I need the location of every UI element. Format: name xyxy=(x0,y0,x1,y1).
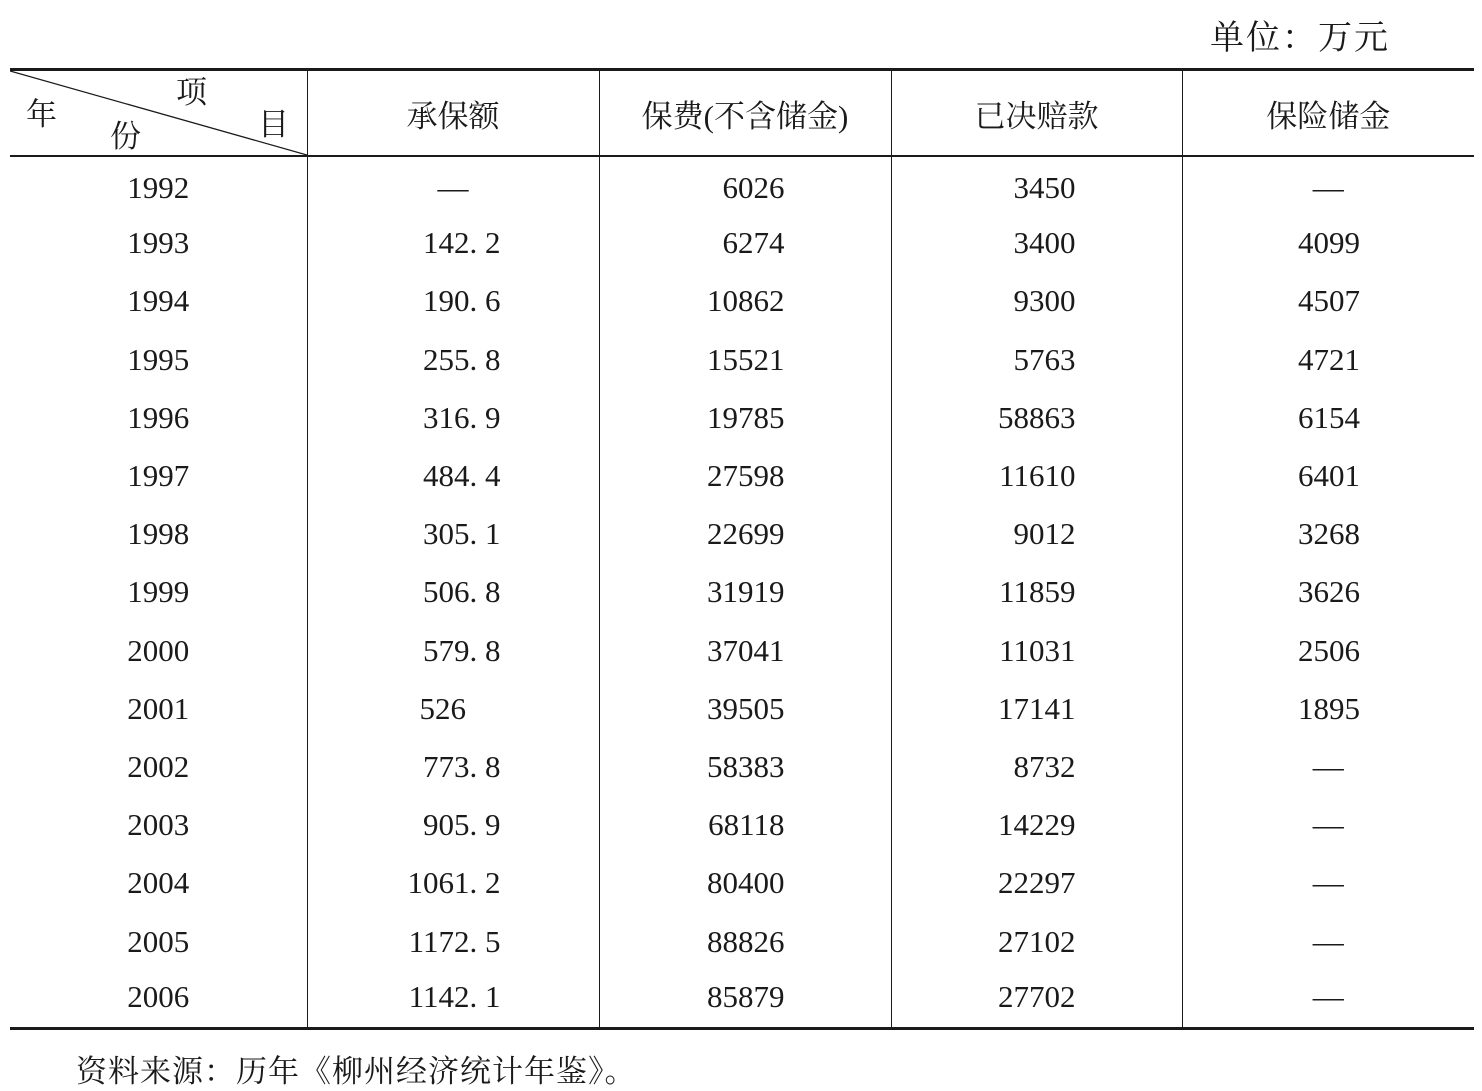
claims-cell: 11610 xyxy=(891,447,1182,505)
deposit-cell: — xyxy=(1182,971,1474,1029)
premium-cell: 15521 xyxy=(599,331,891,389)
deposit-cell: 4507 xyxy=(1182,272,1474,330)
year-cell: 1998 xyxy=(127,516,190,552)
table-row xyxy=(10,331,1474,389)
year-cell: 2003 xyxy=(127,807,190,843)
premium-cell: 6026 xyxy=(599,156,891,214)
table-row xyxy=(10,563,1474,621)
column-header-premium: 保费(不含储金) xyxy=(599,70,891,157)
column-header-underwritten: 承保额 xyxy=(307,70,599,157)
underwritten-cell: 526 xyxy=(307,680,599,738)
deposit-cell: 6401 xyxy=(1182,447,1474,505)
underwritten-cell: 142. 2 xyxy=(307,214,599,272)
deposit-cell: — xyxy=(1182,854,1474,912)
table-row xyxy=(10,272,1474,330)
premium-cell: 37041 xyxy=(599,622,891,680)
corner-label-year-bottom: 份 xyxy=(110,119,141,154)
claims-cell: 27702 xyxy=(891,971,1182,1029)
corner-header-cell xyxy=(10,70,307,157)
year-cell: 2006 xyxy=(10,971,307,1029)
claims-cell: 22297 xyxy=(891,854,1182,912)
claims-cell: 3400 xyxy=(891,214,1182,272)
source-note: 资料来源：历年《柳州经济统计年鉴》。 xyxy=(76,1054,637,1090)
deposit-cell: 3268 xyxy=(1182,505,1474,563)
year-cell: 1997 xyxy=(127,458,190,494)
claims-cell: 8732 xyxy=(891,738,1182,796)
table-row xyxy=(10,622,1474,680)
deposit-cell: — xyxy=(1182,156,1474,214)
underwritten-cell: 316. 9 xyxy=(307,389,599,447)
year-cell: 1996 xyxy=(127,399,190,435)
deposit-cell: 3626 xyxy=(1182,563,1474,621)
premium-cell: 10862 xyxy=(599,272,891,330)
underwritten-cell: 305. 1 xyxy=(307,505,599,563)
deposit-cell: 1895 xyxy=(1182,680,1474,738)
underwritten-cell: — xyxy=(307,156,599,214)
insurance-table-container xyxy=(10,68,1474,1030)
underwritten-cell: 773. 8 xyxy=(307,738,599,796)
claims-cell: 11859 xyxy=(891,563,1182,621)
premium-cell: 68118 xyxy=(599,796,891,854)
underwritten-cell: 255. 8 xyxy=(307,331,599,389)
table-row xyxy=(10,447,1474,505)
claims-cell: 27102 xyxy=(891,912,1182,970)
deposit-cell: 4099 xyxy=(1182,214,1474,272)
claims-cell: 14229 xyxy=(891,796,1182,854)
year-cell: 1994 xyxy=(127,283,190,319)
year-cell: 2001 xyxy=(127,690,190,726)
claims-cell: 3450 xyxy=(891,156,1182,214)
claims-cell: 5763 xyxy=(891,331,1182,389)
table-row xyxy=(10,912,1474,970)
deposit-cell: — xyxy=(1182,796,1474,854)
underwritten-cell: 1142. 1 xyxy=(307,971,599,1029)
table-row xyxy=(10,680,1474,738)
premium-cell: 39505 xyxy=(599,680,891,738)
underwritten-cell: 1061. 2 xyxy=(307,854,599,912)
table-row xyxy=(10,389,1474,447)
claims-cell: 58863 xyxy=(891,389,1182,447)
table-row xyxy=(10,738,1474,796)
year-cell: 2004 xyxy=(127,865,190,901)
table-row xyxy=(10,214,1474,272)
underwritten-cell: 579. 8 xyxy=(307,622,599,680)
year-cell: 2002 xyxy=(127,748,190,784)
underwritten-cell: 905. 9 xyxy=(307,796,599,854)
year-cell: 2005 xyxy=(127,923,190,959)
corner-label-item-right: 目 xyxy=(258,107,289,142)
column-header-claims: 已决赔款 xyxy=(891,70,1182,157)
corner-label-item-top: 项 xyxy=(176,75,207,110)
column-header-deposit: 保险储金 xyxy=(1182,70,1474,157)
table-row xyxy=(10,971,1474,1029)
premium-cell: 31919 xyxy=(599,563,891,621)
premium-cell: 22699 xyxy=(599,505,891,563)
year-cell: 1993 xyxy=(127,225,190,261)
premium-cell: 88826 xyxy=(599,912,891,970)
claims-cell: 9012 xyxy=(891,505,1182,563)
premium-cell: 27598 xyxy=(599,447,891,505)
deposit-cell: 2506 xyxy=(1182,622,1474,680)
table-row xyxy=(10,156,1474,214)
underwritten-cell: 484. 4 xyxy=(307,447,599,505)
deposit-cell: 4721 xyxy=(1182,331,1474,389)
unit-label: 单位：万元 xyxy=(1210,18,1390,58)
insurance-table xyxy=(10,68,1474,1030)
claims-cell: 9300 xyxy=(891,272,1182,330)
table-header-row xyxy=(10,70,1474,157)
deposit-cell: — xyxy=(1182,738,1474,796)
table-row xyxy=(10,796,1474,854)
deposit-cell: — xyxy=(1182,912,1474,970)
table-row xyxy=(10,505,1474,563)
year-cell: 1999 xyxy=(127,574,190,610)
premium-cell: 85879 xyxy=(599,971,891,1029)
underwritten-cell: 190. 6 xyxy=(307,272,599,330)
underwritten-cell: 1172. 5 xyxy=(307,912,599,970)
year-cell: 2000 xyxy=(127,632,190,668)
year-cell: 1992 xyxy=(127,169,190,205)
premium-cell: 19785 xyxy=(599,389,891,447)
claims-cell: 17141 xyxy=(891,680,1182,738)
corner-label-year-left: 年 xyxy=(26,97,57,132)
premium-cell: 58383 xyxy=(599,738,891,796)
claims-cell: 11031 xyxy=(891,622,1182,680)
premium-cell: 80400 xyxy=(599,854,891,912)
year-cell: 1995 xyxy=(127,341,190,377)
table-row xyxy=(10,854,1474,912)
deposit-cell: 6154 xyxy=(1182,389,1474,447)
premium-cell: 6274 xyxy=(599,214,891,272)
underwritten-cell: 506. 8 xyxy=(307,563,599,621)
